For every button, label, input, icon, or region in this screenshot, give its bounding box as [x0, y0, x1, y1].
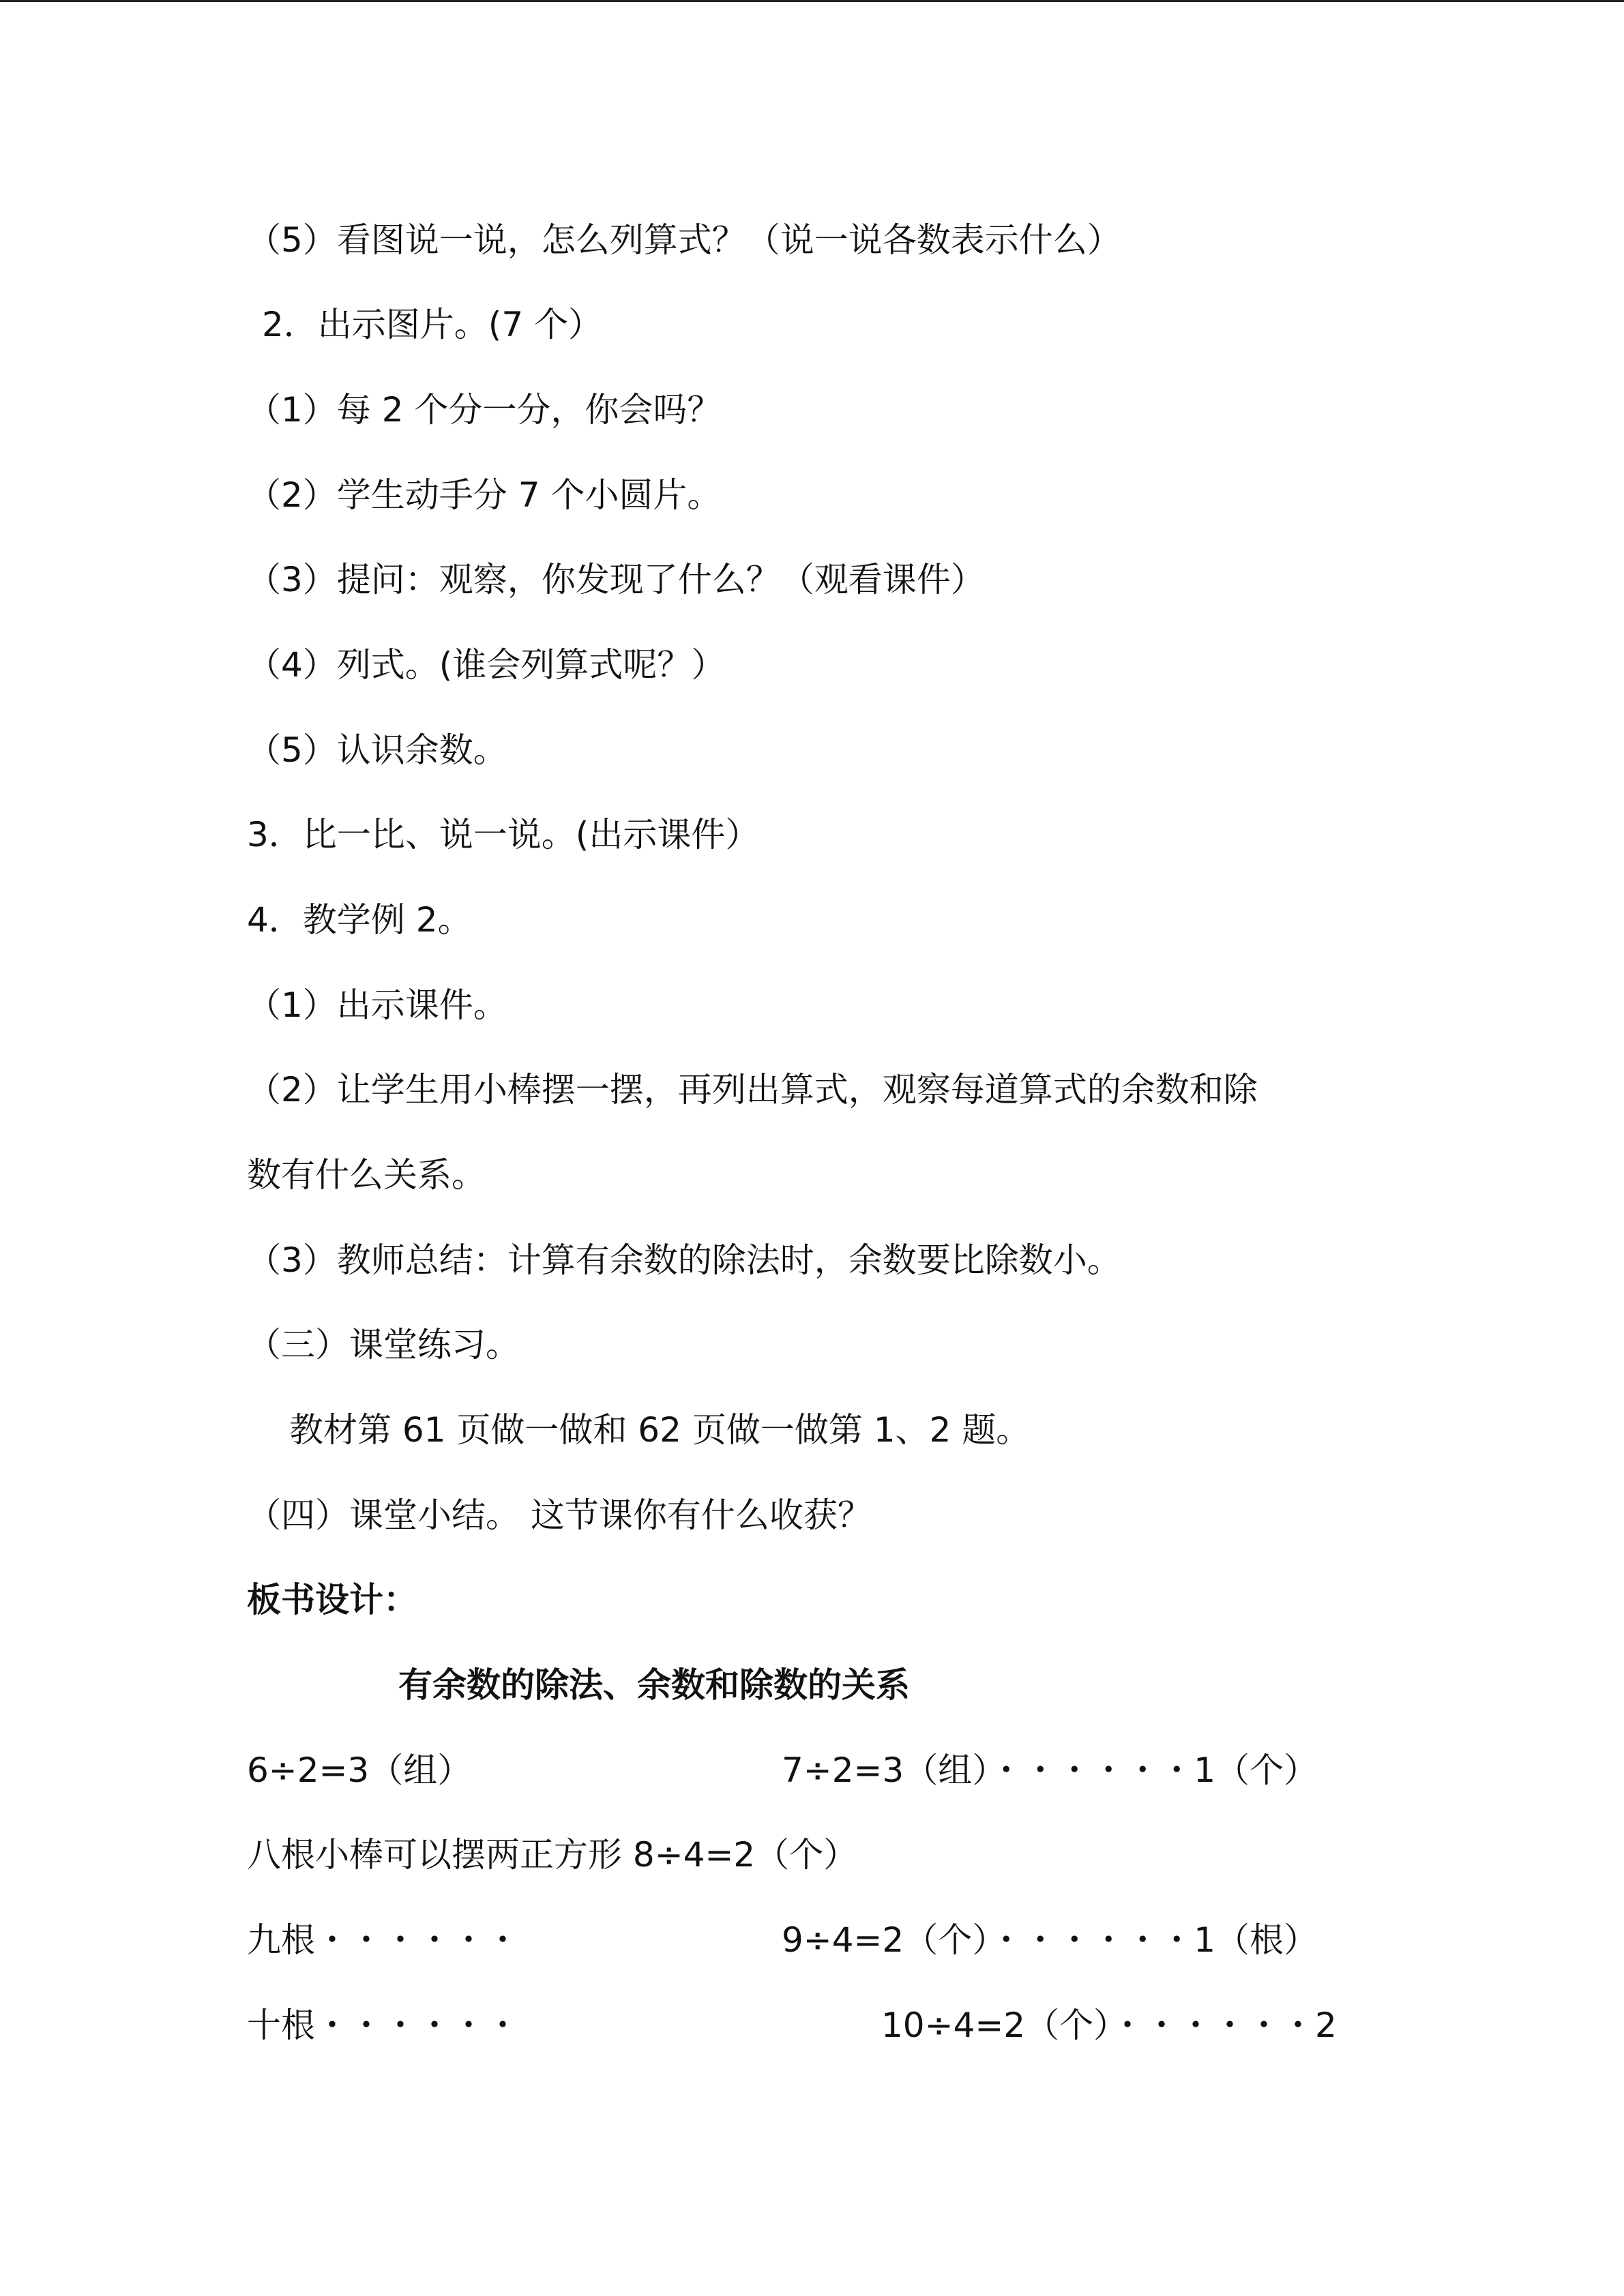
board-row-left: 九根・・・・・・	[247, 1920, 520, 1960]
text-line: （2）让学生用小棒摆一摆，再列出算式，观察每道算式的余数和除	[247, 1070, 1258, 1109]
text-line: （2）学生动手分 7 个小圆片。	[247, 475, 722, 515]
board-row-left: 6÷2=3（组）	[247, 1750, 472, 1790]
board-row-right: 7÷2=3（组）・・・・・・1（个）	[782, 1750, 1318, 1790]
board-row-right: 10÷4=2（个）・・・・・・2	[881, 2006, 1337, 2045]
text-line: （1）每 2 个分一分，你会吗？	[247, 390, 722, 430]
text-line: （三）课堂练习。	[247, 1325, 520, 1365]
page-top-border	[0, 0, 1624, 2]
board-row-right: 9÷4=2（个）・・・・・・1（根）	[782, 1920, 1318, 1960]
text-line: （5）看图说一说，怎么列算式？（说一说各数表示什么）	[247, 220, 1121, 260]
text-line: （4）列式。(谁会列算式呢？）	[247, 645, 726, 685]
board-row-full: 八根小棒可以摆两正方形 8÷4=2（个）	[247, 1835, 858, 1875]
board-design-title: 有余数的除法、余数和除数的关系	[398, 1665, 910, 1705]
text-line: （四）课堂小结。 这节课你有什么收获？	[247, 1495, 872, 1535]
text-line: 教材第 61 页做一做和 62 页做一做第 1、2 题。	[289, 1410, 1031, 1450]
text-line: 3．比一比、说一说。(出示课件）	[247, 815, 760, 854]
text-line: （5）认识余数。	[247, 730, 507, 770]
text-line: （1）出示课件。	[247, 985, 507, 1025]
text-line: （3）教师总结：计算有余数的除法时，余数要比除数小。	[247, 1240, 1121, 1280]
text-line: 2．出示图片。(7 个）	[262, 305, 603, 344]
text-line: 4．教学例 2。	[247, 900, 472, 940]
board-design-heading: 板书设计：	[247, 1580, 417, 1620]
text-line: 数有什么关系。	[247, 1155, 486, 1195]
text-line: （3）提问：观察，你发现了什么？（观看课件）	[247, 560, 985, 599]
board-row-left: 十根・・・・・・	[247, 2006, 520, 2045]
